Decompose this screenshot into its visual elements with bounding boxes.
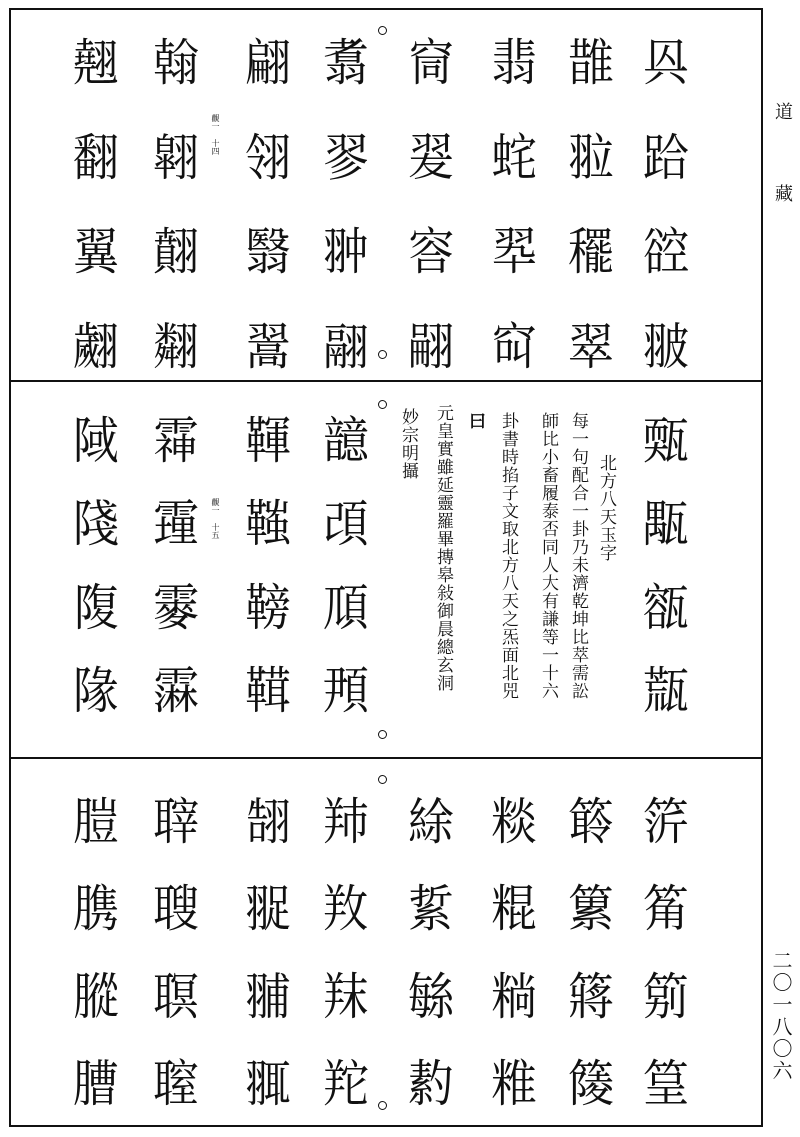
panel-1 bbox=[11, 12, 761, 378]
seal-column bbox=[311, 793, 381, 1113]
annotation-column: 每一句配合一卦乃未濟乾坤比萃需訟 bbox=[568, 412, 588, 700]
seal-character: 䏃 bbox=[153, 967, 199, 1026]
seal-character: 翮 bbox=[323, 317, 369, 376]
seal-character: 䩸 bbox=[245, 661, 291, 720]
seal-character: 䧖 bbox=[73, 495, 119, 554]
panel-divider-1 bbox=[9, 380, 763, 382]
seal-column bbox=[479, 34, 549, 376]
seal-character: 翏 bbox=[323, 128, 369, 187]
book-title: 藏 bbox=[772, 184, 793, 202]
seal-character: 䇶 bbox=[643, 880, 689, 939]
seal-character: 䎍 bbox=[245, 967, 291, 1026]
seal-character: 䏄 bbox=[153, 1054, 199, 1113]
panel-3 bbox=[11, 759, 761, 1125]
seal-character: 䋡 bbox=[408, 793, 454, 851]
seal-character: 䆉 bbox=[568, 223, 614, 282]
book-title: 道 bbox=[772, 102, 793, 120]
seal-character: 䇵 bbox=[643, 793, 689, 851]
seal-character: 䐫 bbox=[73, 967, 119, 1026]
seal-character: 䉄 bbox=[568, 1054, 614, 1113]
seal-character: 䆟 bbox=[408, 223, 454, 282]
seal-character: 䐩 bbox=[73, 793, 119, 851]
seal-character: 䪲 bbox=[323, 578, 369, 637]
seal-character: 䩶 bbox=[245, 495, 291, 554]
seal-character: 㼹 bbox=[643, 661, 689, 720]
seal-character: 翀 bbox=[323, 223, 369, 282]
seal-column bbox=[311, 412, 381, 720]
seal-column bbox=[631, 34, 701, 376]
seal-character: 翠 bbox=[568, 317, 614, 376]
seal-character: 翍 bbox=[643, 317, 689, 376]
seal-character: 䋤 bbox=[408, 1054, 454, 1113]
seal-character: 䇸 bbox=[643, 1054, 689, 1113]
folio-mark: 觀一 十四 bbox=[211, 114, 220, 155]
seal-character: 㼴 bbox=[643, 495, 689, 554]
panel-2 bbox=[11, 384, 761, 755]
binding-circle bbox=[378, 400, 387, 409]
seal-column bbox=[396, 34, 466, 376]
seal-character: 䧕 bbox=[73, 412, 119, 470]
seal-character: 䋣 bbox=[408, 967, 454, 1026]
seal-column bbox=[556, 793, 626, 1113]
seal-character: 䍨 bbox=[323, 793, 369, 851]
seal-character: 翥 bbox=[323, 34, 369, 92]
seal-character: 翋 bbox=[568, 128, 614, 187]
seal-column bbox=[233, 412, 303, 720]
seal-character: 䊑 bbox=[491, 967, 537, 1026]
binding-circle bbox=[378, 775, 387, 784]
seal-character: 翷 bbox=[153, 317, 199, 376]
seal-column bbox=[233, 793, 303, 1113]
seal-column bbox=[61, 793, 131, 1113]
binding-circle bbox=[378, 26, 387, 35]
folio-mark: 觀一 十五 bbox=[211, 498, 220, 539]
seal-character: 谾 bbox=[643, 223, 689, 282]
seal-character: 䪱 bbox=[323, 495, 369, 554]
seal-character: 䧗 bbox=[73, 578, 119, 637]
seal-character: 䪳 bbox=[323, 661, 369, 720]
seal-column bbox=[631, 793, 701, 1113]
seal-character: 䍩 bbox=[323, 880, 369, 939]
seal-column bbox=[233, 34, 303, 376]
seal-character: 䨬 bbox=[153, 661, 199, 720]
binding-circle bbox=[378, 730, 387, 739]
seal-character: 䪰 bbox=[323, 412, 369, 470]
seal-character: 翰 bbox=[153, 34, 199, 92]
seal-character: 翹 bbox=[73, 34, 119, 92]
seal-column bbox=[311, 34, 381, 376]
seal-character: 䎋 bbox=[245, 793, 291, 851]
seal-character: 䍫 bbox=[323, 1054, 369, 1113]
seal-character: 翡 bbox=[491, 34, 537, 92]
seal-character: 䐪 bbox=[73, 880, 119, 939]
seal-character: 翼 bbox=[73, 223, 119, 282]
seal-character: 翽 bbox=[73, 317, 119, 376]
seal-character: 翎 bbox=[245, 128, 291, 187]
seal-character: 翆 bbox=[491, 223, 537, 282]
seal-character: 䧿 bbox=[568, 34, 614, 92]
annotation-column: 師比小畜履泰否同人大有謙等一十六 bbox=[538, 412, 558, 700]
seal-character: 䉃 bbox=[568, 967, 614, 1026]
seal-character: 䊒 bbox=[491, 1054, 537, 1113]
seal-character: 䏂 bbox=[153, 880, 199, 939]
seal-character: 䩵 bbox=[245, 412, 291, 470]
seal-column bbox=[556, 34, 626, 376]
seal-column bbox=[61, 412, 131, 720]
seal-column bbox=[141, 412, 211, 720]
seal-character: 䎎 bbox=[245, 1054, 291, 1113]
seal-column bbox=[61, 34, 131, 376]
seal-character: 䖳 bbox=[491, 128, 537, 187]
seal-column bbox=[631, 412, 701, 720]
seal-column bbox=[396, 793, 466, 1113]
seal-character: 䉂 bbox=[568, 880, 614, 939]
seal-character: 䨫 bbox=[153, 578, 199, 637]
seal-character: 䨩 bbox=[153, 412, 199, 470]
seal-character: 䧘 bbox=[73, 661, 119, 720]
page-number: 二〇一八〇六 bbox=[769, 950, 793, 1082]
seal-character: 䏁 bbox=[153, 793, 199, 851]
seal-character: 䆗 bbox=[491, 317, 537, 376]
seal-character: 䊏 bbox=[491, 793, 537, 851]
seal-character: 翻 bbox=[73, 128, 119, 187]
seal-column bbox=[479, 793, 549, 1113]
seal-character: 㼸 bbox=[643, 578, 689, 637]
seal-character: 翯 bbox=[245, 317, 291, 376]
seal-character: 䋢 bbox=[408, 880, 454, 939]
seal-column bbox=[141, 793, 211, 1113]
seal-character: 䆚 bbox=[408, 34, 454, 92]
seal-character: 㼲 bbox=[643, 412, 689, 470]
seal-character: 䨪 bbox=[153, 495, 199, 554]
seal-character: 䊐 bbox=[491, 880, 537, 939]
seal-character: 翳 bbox=[245, 223, 291, 282]
seal-character: 翇 bbox=[408, 128, 454, 187]
seal-character: 翤 bbox=[408, 317, 454, 376]
seal-character: 䐬 bbox=[73, 1054, 119, 1113]
seal-character: 䎌 bbox=[245, 880, 291, 939]
annotation-column: 卦書時掐子文取北方八天之炁面北兕 bbox=[498, 412, 518, 700]
seal-character: 㒷 bbox=[643, 34, 689, 92]
annotation-column: 曰 bbox=[465, 412, 485, 430]
seal-character: 䉁 bbox=[568, 793, 614, 851]
seal-character: 翸 bbox=[153, 223, 199, 282]
seal-character: 翶 bbox=[153, 128, 199, 187]
seal-character: 䍪 bbox=[323, 967, 369, 1026]
seal-character: 跲 bbox=[643, 128, 689, 187]
annotation-column: 妙宗明攝 bbox=[398, 408, 418, 480]
seal-column bbox=[141, 34, 211, 376]
seal-character: 䇷 bbox=[643, 967, 689, 1026]
annotation-column: 北方八天玉字 bbox=[596, 454, 616, 562]
seal-character: 翩 bbox=[245, 34, 291, 92]
annotation-column: 元皇實雖延靈羅畢摶皋敍御晨總玄洞 bbox=[433, 404, 453, 692]
seal-character: 䩷 bbox=[245, 578, 291, 637]
